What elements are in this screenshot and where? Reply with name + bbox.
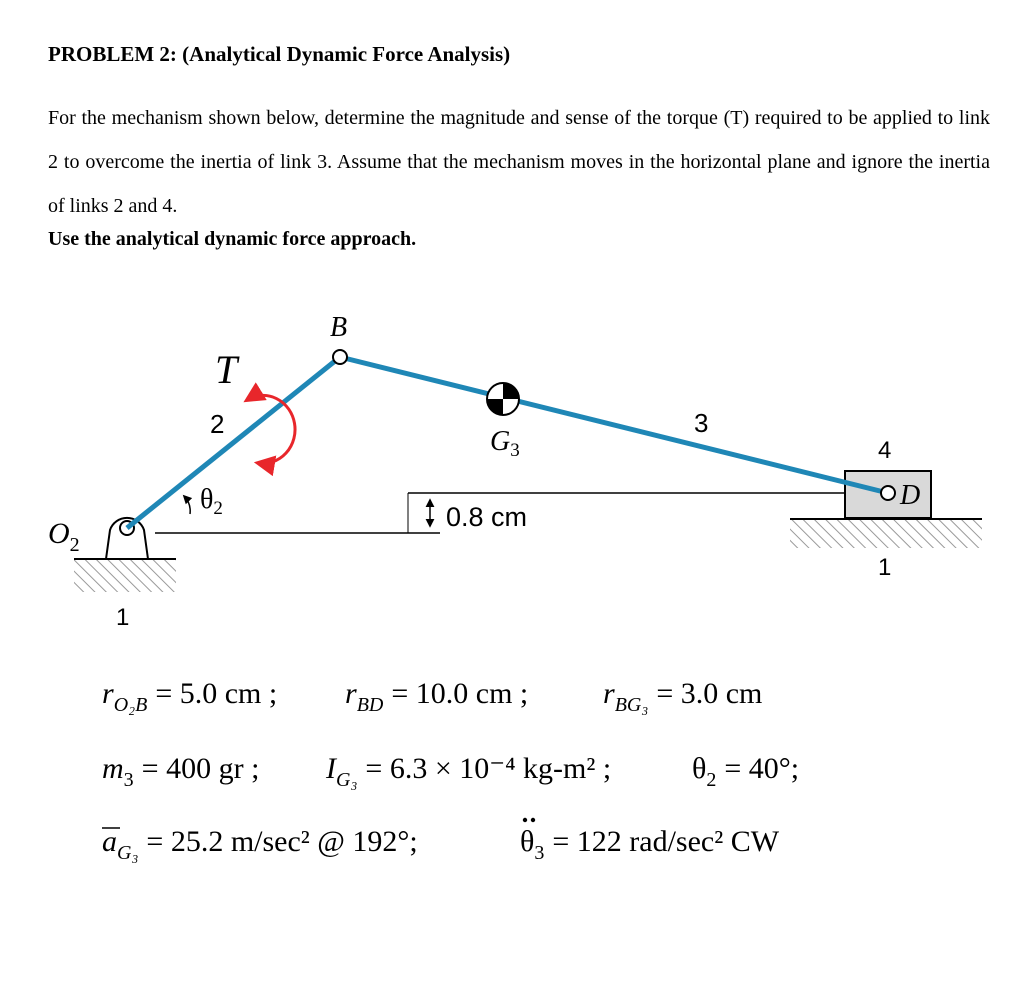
svg-text:θ3= 122 rad/sec² CW: $\theta_3 = 122$ rad/sec² CW — [520, 825, 780, 864]
givens-line-2 — [102, 752, 799, 791]
label-b: B — [330, 312, 348, 343]
torque-arrow — [247, 395, 295, 463]
pin-d — [881, 486, 895, 500]
ground-hatch-left — [74, 560, 176, 592]
svg-text:rBG₃= 3.0 cm: $r_{BG_3} = 3.0$ cm — [603, 677, 763, 716]
label-link-4: 4 — [878, 437, 892, 464]
label-ground-left: 1 — [116, 604, 130, 631]
label-link-3: 3 — [694, 408, 709, 438]
label-o2: $O_2$ — [48, 517, 80, 556]
label-torque: T — [215, 347, 238, 392]
problem-statement: For the mechanism shown below, determine the magnitude and sense of the torque (T) required to be applied to link 2 to overcome the inertia of link 3. Assume that the mechanism moves in the horizontal plane and ignore the inertia of links 2 and 4. — [48, 107, 990, 217]
svg-text:m3= 400 gr ;: $m_3 = 400$ gr ; — [102, 752, 260, 791]
ground-hatch-right — [790, 520, 982, 548]
label-offset: 0.8 cm — [446, 502, 528, 532]
svg-text:IG₃= 6.3 × 10⁻⁴ kg-m² ;: $I_{G_3} = 6.3 \times 10^{-4}$ kg-m² ; — [326, 752, 612, 791]
link-3 — [340, 357, 888, 493]
label-theta2: $\theta_2$ — [200, 484, 223, 519]
problem-instruction: Use the analytical dynamic force approach. — [48, 228, 417, 250]
label-d: D — [900, 480, 921, 511]
pin-b — [333, 350, 347, 364]
problem-heading: PROBLEM 2: (Analytical Dynamic Force Analysis) — [48, 42, 511, 66]
svg-text:rBD= 10.0 cm ;: $r_{BD} = 10.0$ cm ; — [345, 677, 529, 716]
label-ground-right: 1 — [878, 554, 892, 581]
givens-line-1 — [102, 677, 762, 716]
label-g: $G_3$ — [490, 426, 520, 461]
svg-text:aG₃= 25.2 m/sec² @ 192°;: $a_{G_3} = 25.2$ m/sec² @ 192°; — [102, 825, 418, 864]
svg-text:θ2= 40°;: $\theta_2 = 40^\circ$; — [692, 752, 800, 791]
givens-line-3 — [102, 818, 780, 864]
theta2-arc — [184, 496, 190, 514]
center-of-mass-icon — [487, 383, 519, 415]
label-link-2: 2 — [210, 409, 225, 439]
svg-text:rO₂B= 5.0 cm ;: $r_{O_2B} = 5.0$ cm ; — [102, 677, 278, 716]
